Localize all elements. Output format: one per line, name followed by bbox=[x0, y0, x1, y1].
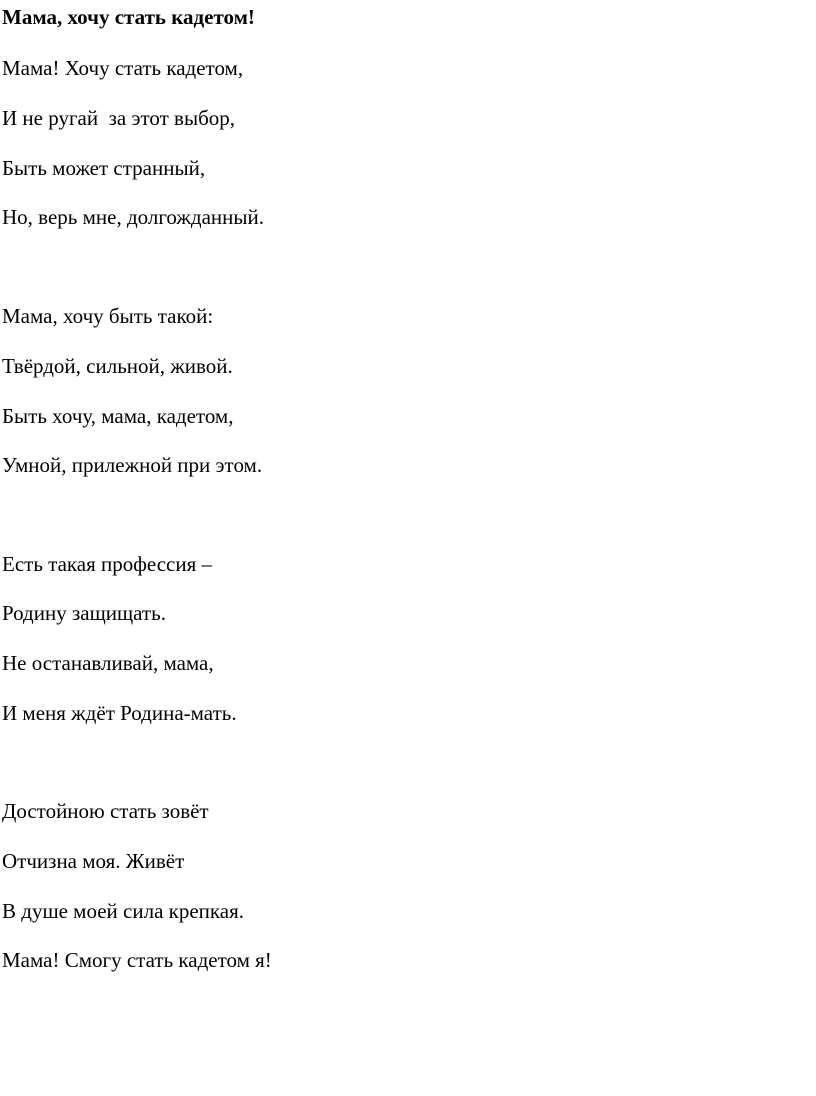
stanza-3-line-3: Не останавливай, мама, bbox=[2, 651, 214, 675]
stanza-1-line-4: Но, верь мне, долгожданный. bbox=[2, 205, 264, 229]
poem-title: Мама, хочу стать кадетом! bbox=[2, 5, 255, 29]
stanza-2-line-4: Умной, прилежной при этом. bbox=[2, 453, 263, 477]
stanza-3-line-4: И меня ждёт Родина-мать. bbox=[2, 701, 237, 725]
stanza-4-line-2: Отчизна моя. Живёт bbox=[2, 849, 185, 873]
stanza-4-line-4: Мама! Смогу стать кадетом я! bbox=[2, 948, 272, 972]
stanza-3-line-1: Есть такая профессия – bbox=[2, 552, 212, 576]
stanza-4-line-3: В душе моей сила крепкая. bbox=[2, 899, 245, 923]
stanza-3-line-2: Родину защищать. bbox=[2, 601, 166, 625]
stanza-1-line-2: И не ругай за этот выбор, bbox=[2, 106, 236, 130]
stanza-1-line-3: Быть может странный, bbox=[2, 156, 206, 180]
stanza-2-line-1: Мама, хочу быть такой: bbox=[2, 304, 214, 328]
stanza-2-line-2: Твёрдой, сильной, живой. bbox=[2, 354, 233, 378]
stanza-1-line-1: Мама! Хочу стать кадетом, bbox=[2, 56, 244, 80]
stanza-4-line-1: Достойною стать зовёт bbox=[2, 799, 209, 823]
stanza-2-line-3: Быть хочу, мама, кадетом, bbox=[2, 404, 234, 428]
